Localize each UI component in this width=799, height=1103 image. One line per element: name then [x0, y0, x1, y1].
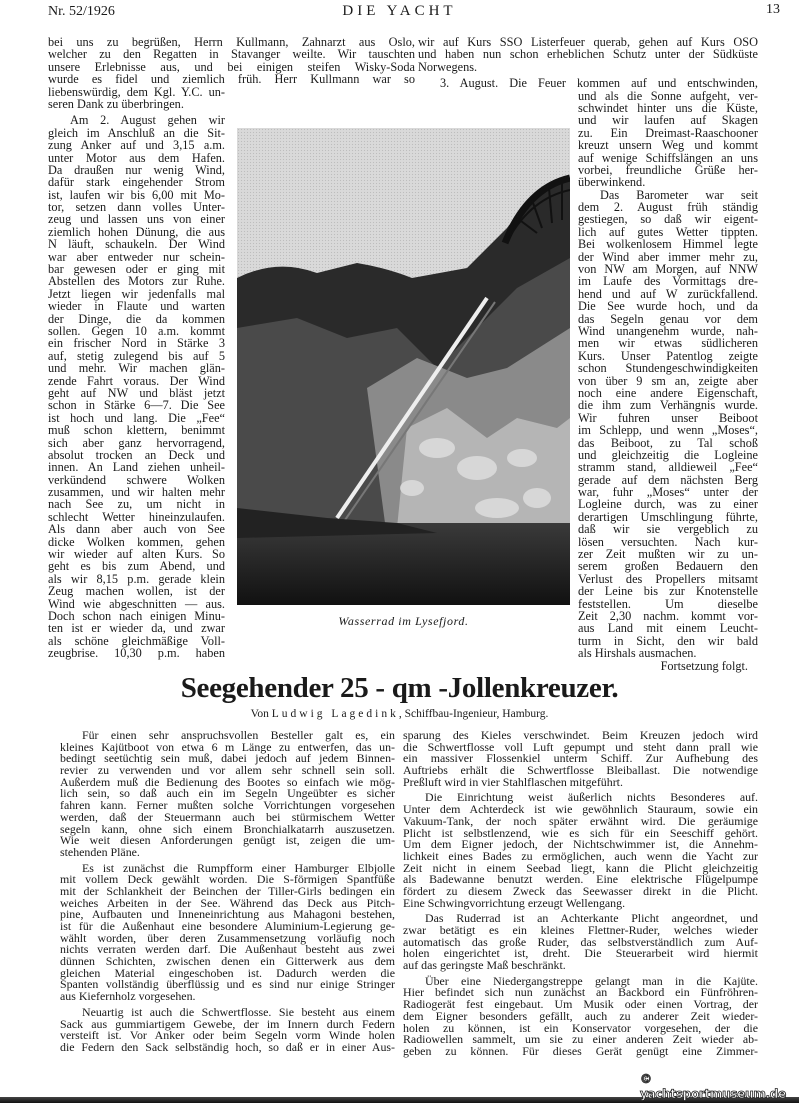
text-line: Neuartig ist auch die Schwertflosse. Sie besteht aus einem — [82, 1004, 395, 1019]
text-line: absolut trocken an Deck und — [48, 447, 225, 462]
text-line: Wie weit diesen Anforderungen genügt ist, zeigen die um- — [60, 833, 395, 848]
text-line: stramm stand, alldieweil „Fee“ — [578, 460, 758, 475]
text-line: vorbei, freundliche Grüße her- — [578, 162, 758, 177]
watermark: © yachtsportmuseum.de — [640, 1072, 786, 1101]
text-line: Bei wolkenlosem Himmel legte — [578, 237, 758, 252]
text-line: im Laufe des Vormittags dre- — [578, 274, 758, 289]
text-line: geben zu können. Für dieses Gerät genügt eine Zimmer- — [403, 1043, 758, 1058]
text-line: Die Einrichtung weist äußerlich nichts Besonderes auf. — [425, 790, 758, 805]
text-line: als wir 8,15 p.m. gerade klein — [48, 571, 225, 586]
text-line: daß wir sie vergeblich zu — [578, 522, 758, 537]
text-line: zende Fahrt voraus. Der Wind — [48, 373, 225, 388]
text-line: bei uns zu begrüßen, Herrn Kullmann, Zahnarzt aus Oslo, — [48, 35, 415, 49]
text-line: Wind wie abgeschnitten — aus. — [48, 596, 225, 611]
text-line: lösen versuchten. Nach kur- — [578, 534, 758, 549]
text-line: gerade auf dem nächsten Berg — [578, 472, 758, 487]
article-title: Seegehender 25 - qm -Jollenkreuzer. — [180, 672, 619, 704]
text-line: Das Barometer war seit — [600, 187, 758, 202]
text-line: wählt worden, über deren Zusammensetzung vorläufig noch — [60, 930, 395, 945]
text-line: Für einen sehr anspruchsvollen Besteller galt es, ein — [82, 728, 395, 742]
text-line: lich auf gutes Wetter tippten. — [578, 224, 758, 239]
text-line: zung Anker auf und 3,15 a.m. — [48, 138, 225, 153]
text-line: Wind unangenehm wurde, nah- — [578, 323, 758, 338]
text-line: Auftriebs erhält die Schwertflosse Bleiballast. Die notwendige — [403, 763, 758, 778]
text-line: werden, daß der Steuermann auch bei stürmischem Wetter — [60, 809, 395, 824]
text-line: Über eine Niedergangstreppe gelangt man in die Kajüte. — [425, 973, 758, 988]
article-right-column — [403, 730, 758, 1058]
text-line: gleichen Material eingeschoben ist. Dadurch werden die — [60, 965, 395, 980]
article-byline — [0, 708, 799, 720]
byline-suffix: , Schiffbau-Ingenieur, Hamburg. — [398, 708, 549, 720]
text-line: Kurs. Unser Patentlog zeigte — [578, 348, 758, 363]
text-line: aus Kiefernholz vorgesehen. — [60, 989, 196, 1004]
text-line: ist für die Außenhaut eine besondere Aluminium-Legierung ge- — [60, 919, 395, 933]
text-line: wir auf Kurs SSO Listerfeuer querab, gehen auf Kurs OSO — [418, 35, 758, 49]
text-line: der Wind aber immer mehr zu, — [578, 249, 758, 264]
continuation-note: Fortsetzung folgt. — [660, 658, 748, 673]
text-line: schlecht Wetter hineinzulaufen. — [48, 509, 225, 524]
text-line: und gleichzeitig die Logleine — [578, 447, 758, 462]
text-line: von über 9 sm an, zeigte aber — [578, 373, 758, 388]
text-line: versteift ist. Vor Anker oder beim Segeln vorm Winde holen — [60, 1028, 395, 1043]
text-line: derartigen Umschlingung führte, — [578, 509, 758, 524]
text-line: seren Dank zu überbringen. — [48, 96, 184, 111]
text-line: dem 2. August früh ständig — [578, 200, 758, 215]
text-line: wieder in Flaute und warten — [48, 299, 225, 314]
text-line: Verlust des Propellers mitsamt — [578, 571, 758, 586]
text-line: automatisch das große Ruder, das selbstverständlich zum Auf- — [403, 934, 758, 949]
text-line: und wir laufen auf Skagen — [578, 113, 758, 128]
text-line: Eine Schwingvorrichtung erzeugt Wellengang. — [403, 895, 626, 910]
text-line: die Schwertflosse voll Luft gepumpt und steht dann prall wie — [403, 739, 758, 754]
text-line: Die See wurde hoch, und da — [578, 299, 758, 314]
text-line: wir wieder auf alten Kurs. So — [48, 547, 225, 562]
text-line: ein frischer Nord in Stärke 3 — [48, 336, 225, 351]
text-line: Doch schon nach einigen Minu- — [48, 608, 225, 623]
text-line: revier zu verwenden und vor allem sehr schnell sein soll. — [60, 763, 395, 778]
text-line: Das Ruderrad ist an Achterkante Plicht angeordnet, und — [425, 911, 758, 926]
text-line: von NW am Morgen, auf NNW — [578, 262, 758, 277]
text-line: sparung des Kieles verschwindet. Beim Kreuzen jedoch wird — [403, 728, 758, 742]
text-line: Außerdem muß die Bedienung des Bootes so einfach wie mög- — [60, 774, 395, 789]
text-line: und haben nun schon erheblichen Schutz unter der Südküste — [418, 47, 758, 62]
text-line: muß schon klettern, benimmt — [48, 423, 225, 438]
text-line: turm in Sicht, den wir bald — [578, 633, 758, 648]
text-line: schon in Stärke 6—7. Die See — [48, 398, 225, 413]
text-line: welcher zu den Regatten in Stavanger weilte. Wir tauschten — [48, 47, 415, 62]
byline-prefix: Von — [250, 708, 269, 720]
text-line: Es ist zunächst die Rumpfform einer Hamburger Elbjolle — [82, 860, 395, 875]
text-line: nichts verraten werden darf. Die Außenhaut besteht aus zwei — [60, 942, 395, 957]
text-line: war, fuhr „Moses“ unter der — [578, 485, 758, 500]
text-line: Hier befindet sich nun zunächst an Backbord ein Fünfröhren- — [403, 985, 758, 1000]
text-line: feststellen. Um dieselbe — [578, 596, 758, 611]
text-line: bar gewesen oder er ging mit — [48, 262, 225, 277]
text-line: ist, laufen wir bis 6,00 mit Mo- — [48, 187, 225, 202]
text-line: bedingt seetüchtig sein muß, dabei jedoch auf jedem Binnen- — [60, 751, 395, 766]
text-line: zwar betätigt es ein kleines Flettner-Ruder, welches wieder — [403, 923, 758, 937]
text-line: Norwegens. — [418, 59, 478, 74]
text-line: Sack aus gummiartigem Gewebe, der im Innern durch Federn — [60, 1016, 395, 1031]
text-line: war aber entweder nur schein- — [48, 249, 225, 264]
magazine-title: DIE YACHT — [342, 3, 457, 19]
text-line: dafür stark eingehender Strom — [48, 175, 225, 190]
text-line: Zeit nicht in einem Seebad liegt, kann die Plicht gleichzeitig — [403, 860, 758, 875]
issue-number: Nr. 52/1926 — [48, 4, 115, 19]
text-line: ein massiver Flossenkiel unterm Schiff. Zur Aufhebung des — [403, 751, 758, 766]
byline-author: Ludwig Lagedink — [271, 708, 399, 720]
text-line: N läuft, schaukeln. Der Wind — [48, 237, 225, 252]
text-line: gleich im Anschluß an die Sit- — [48, 125, 225, 140]
text-line: sollen. Gegen 10 a.m. kommt — [48, 323, 225, 338]
text-line: tor, setzen dann volles Unter- — [48, 200, 225, 215]
text-line: Spanten vollständig überflüssig und es sind nur einige Stringer — [60, 977, 395, 992]
text-line: Logleine durch, was zu einer — [578, 497, 758, 512]
text-line: Abstellen des Motors zur Ruhe. — [48, 274, 225, 289]
text-line: mit vollem Deck gewählt worden. Die S-förmigen Spantfüße — [60, 872, 395, 887]
text-line: lich sein, so daß auch ein im Segeln Ungeübter es sicher — [60, 786, 395, 801]
text-line: überwinkend. — [578, 175, 646, 190]
text-line: lichkeit eines Bades zu ermöglichen, auch wenn die Yacht zur — [403, 848, 758, 863]
text-line: Da draußen nur wenig Wind, — [48, 162, 225, 177]
text-line: fördert zu diesem Zweck das Seewasser direkt in die Plicht. — [403, 883, 758, 898]
photo-caption: Wasserrad im Lysefjord. — [338, 614, 469, 628]
text-line: der Leine bis zur Knotenstelle — [578, 584, 758, 599]
text-line: Als dann aber auch von See — [48, 522, 225, 537]
text-line: ist hoch und lang. Die „Fee“ — [48, 410, 225, 425]
text-line: auf, stetig zulegend bis auf 5 — [48, 348, 225, 363]
text-line: stehenden Pläne. — [60, 844, 140, 859]
text-line: dicke Wolken kommen, gehen — [48, 534, 225, 549]
text-line: ten ist er wieder da, und zwar — [48, 621, 225, 636]
text-line: kleines Kajütboot von etwa 6 m Länge zu entwerfen, das un- — [60, 739, 395, 754]
text-line: das Beiboot, zu Tal schoß — [578, 435, 758, 450]
text-line: Radiogerät fest eingebaut. Um Musik oder einen Vortrag, der — [403, 997, 758, 1012]
text-line: holen eingerichtet ist, dreht. Die Steuerarbeit wird hiermit — [403, 946, 758, 961]
text-line: als Badewanne benutzt werden. Eine elektrische Flügelpumpe — [403, 872, 758, 887]
text-line: men wir etwas südlicheren — [578, 336, 758, 351]
text-line: unsere Erlebnisse aus, und bei einigen steifen Wisky-Soda — [48, 59, 415, 74]
text-line: geht auf NW und bläst jetzt — [48, 385, 225, 400]
text-line: auf das geringste Maß beschränkt. — [403, 958, 566, 973]
page-number: 13 — [766, 2, 780, 17]
photo-image — [237, 128, 570, 605]
text-line: ziemlich hohen Dünung, die aus — [48, 224, 225, 239]
text-line: zusammen, und wir halten mehr — [48, 485, 225, 500]
article-left-column — [60, 730, 395, 1054]
text-line: Jetzt liegen wir jedenfalls mal — [48, 286, 225, 301]
text-line: aus Land mit einem Leucht- — [578, 621, 758, 636]
text-line: zu. Ein Dreimast-Raaschooner — [578, 125, 758, 140]
text-line: die ihm zum Verhängnis wurde. — [578, 398, 758, 413]
text-line: die Federn den Sack selbständig hoch, so daß er in einer Aus- — [60, 1039, 395, 1054]
text-line: Unter dem Achterdeck ist wie gewöhnlich Stauraum, sowie ein — [403, 802, 758, 817]
text-line: mit der Schlankheit der Beinchen der Tiller-Girls bedingen ein — [60, 883, 395, 898]
text-line: zeugbrise. 10,30 p.m. haben — [48, 646, 225, 661]
text-line: und mehr. Wir machen glän- — [48, 361, 225, 376]
photo-waterwheel-lysefjord — [237, 128, 570, 605]
text-line: zeug und lassen uns von einer — [48, 212, 225, 227]
text-line: serem großen Bedauern den — [578, 559, 758, 574]
text-line: innen. An Land ziehen unheil- — [48, 460, 225, 475]
text-line: zer Zeit mußten wir zu un- — [578, 547, 758, 562]
text-line: Radiowellen sammelt, um sie zu einer anderen Zeit wieder ab- — [403, 1032, 758, 1047]
text-line: verkündend schwere Wolken — [48, 472, 225, 487]
text-line: Vakuum-Tank, der noch später erwähnt wird. Die geräumige — [403, 813, 758, 828]
text-line: Zeug machen wollen, ist der — [48, 584, 225, 599]
text-line: liebenswürdig, dem Kgl. Y.C. un- — [48, 84, 225, 99]
text-line: weiches Arbeiten in der See. Während das Deck aus Pitch- — [60, 895, 395, 910]
text-line: im Schlepp, und wenn „Moses“, — [578, 423, 758, 438]
text-line: unter Motor aus dem Hafen. — [48, 150, 225, 165]
text-line: segeln kann, ohne sich einem Bronchialkatarrh auszusetzen. — [60, 821, 395, 836]
text-line: geht es bis zum Abend, und — [48, 559, 225, 574]
text-line: Wir fuhren unser Beiboot — [578, 410, 758, 425]
text-line: das Segeln genau vor dem — [578, 311, 758, 326]
text-line: Plicht ist selbstlenzend, wie es sich für ein Seeschiff gehört. — [403, 825, 758, 840]
text-line: Zeit 2,30 nachm. kommt vor- — [578, 608, 758, 623]
text-line: pine, Aufbauten und Inneneinrichtung aus Mahagoni bestehen, — [60, 907, 395, 922]
text-line: als Hirshals ausmachen. — [578, 646, 697, 661]
text-line: holen zu können, ist ein Konservator vorgesehen, der die — [403, 1020, 758, 1035]
text-line: sich aber ganz hervorragend, — [48, 435, 225, 450]
text-line: wurde es fidel und ziemlich früh. Herr Kullmann war so — [48, 72, 415, 87]
text-line: schon Stundengeschwindigkeiten — [578, 361, 758, 376]
text-line: Am 2. August gehen wir — [70, 113, 225, 128]
text-line: dünnen Schichten, zwischen denen ein Gitterwerk aus dem — [60, 954, 395, 969]
text-line: hend und auf W zurückfallend. — [578, 286, 758, 301]
text-line: dem Eigner besonders gefällt, auch zu anderer Zeit wieder- — [403, 1008, 758, 1023]
text-line: gestiegen, so daß wir eigent- — [578, 212, 758, 227]
text-line: und als die Sonne aufgeht, ver- — [578, 88, 758, 103]
text-line: 3. August. Die Feuer kommen auf und entschwinden, — [440, 76, 758, 91]
text-line: kreuzt unsern Weg und kommt — [578, 138, 758, 153]
text-line: Preßluft wird in vier Stahlflaschen mitgeführt. — [403, 774, 623, 789]
text-line: schwindet hinter uns die Küste, — [578, 100, 758, 115]
text-line: noch eine andere Eigenschaft, — [578, 385, 758, 400]
text-line: fahren kann. Ferner mußten solche Vorrichtungen vorgesehen — [60, 798, 395, 813]
text-line: nach See zu, um nicht in — [48, 497, 225, 512]
text-line: auf wenige Schiffslängen an uns — [578, 150, 758, 165]
text-line: Um dem Eigner jedoch, der Nichtschwimmer ist, die Annehm- — [403, 837, 758, 852]
text-line: der Dinge, die da kommen — [48, 311, 225, 326]
text-line: als schöne gleichmäßige Voll- — [48, 633, 225, 648]
